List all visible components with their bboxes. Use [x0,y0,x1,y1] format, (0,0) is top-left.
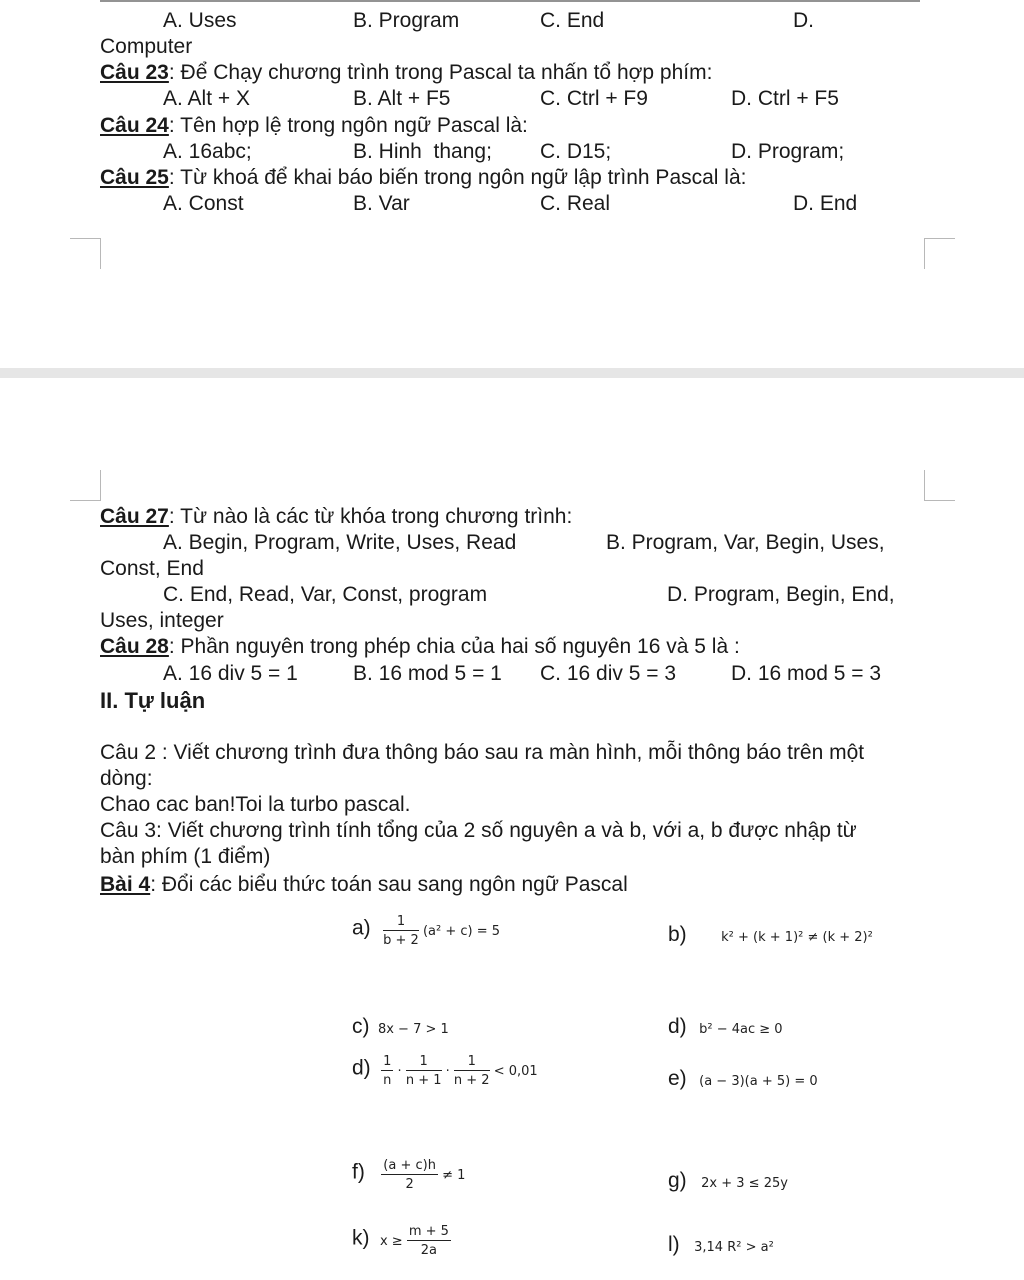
question-28 [100,634,740,660]
page-corner-mark [924,238,955,269]
expr-k [352,1224,451,1258]
prev-option-a: A. Uses [163,9,237,32]
expr-label: e) [668,1067,687,1090]
expr-label: f) [352,1160,365,1184]
prev-option-c: C. End [540,9,605,32]
expr-pre: x ≥ [379,1233,403,1249]
fraction: $\frac{(a + c)h}{2}$ [383,1158,436,1192]
q27-option-d-cont: Uses, integer [100,609,224,632]
section-heading: II. Tự luận [100,688,206,713]
cropped-previous-line [100,0,920,2]
question-label: Câu 28 [100,635,169,658]
expr-body: 3,14 R² > a² [694,1240,774,1255]
fraction: $\frac{1}{n + 1}$ [405,1054,442,1088]
q24-option-d: D. Program; [731,140,845,163]
q27-option-d: D. Program, Begin, End, [667,583,895,606]
expr-label: c) [352,1015,370,1038]
question-text: : Phần nguyên trong phép chia của hai số nguyên 16 và 5 là : [168,635,740,658]
question-25 [100,165,746,191]
expr-label: d) [352,1056,371,1080]
q24-option-c: C. D15; [540,140,612,163]
q25-option-c: C. Real [540,192,611,215]
expr-rest: < 0,01 [493,1063,538,1079]
expr-a [352,914,500,948]
question-23 [100,60,712,86]
bai4-heading [100,872,628,898]
question-label: Câu 23 [100,61,169,84]
bai4-label: Bài 4 [100,873,151,896]
expr-b [668,922,873,948]
q23-option-b: B. Alt + F5 [353,87,451,110]
q23-option-c: C. Ctrl + F9 [540,87,648,110]
expr-d2: d) $\frac{1}{n}$ · $\frac{1}{n + 1}$ · $\frac{1}{n + 2}$ < 0,01 [352,1054,538,1088]
q23-option-a: A. Alt + X [163,87,250,110]
question-24 [100,113,528,139]
cau2-line1: Câu 2 : Viết chương trình đưa thông báo sau ra màn hình, mỗi thông báo trên một [100,741,865,764]
page-corner-mark [70,470,101,501]
expr-label: k) [352,1226,370,1250]
expr-g [668,1168,788,1194]
expr-e [668,1066,818,1092]
fraction: $\frac{1}{n + 2}$ [453,1054,490,1088]
page-break [0,368,1024,378]
question-label: Câu 25 [100,166,169,189]
expr-body: b² − 4ac ≥ 0 [699,1022,783,1037]
q27-option-a: A. Begin, Program, Write, Uses, Read [163,531,517,554]
expr-body: 2x + 3 ≤ 25y [701,1176,788,1191]
question-27 [100,504,572,530]
expr-f [352,1158,465,1192]
fraction: $\frac{1}{b + 2}$ [383,914,419,948]
prev-option-d: D. [793,9,814,32]
q27-option-c: C. End, Read, Var, Const, program [163,583,488,606]
page-corner-mark [70,238,101,269]
q28-option-b: B. 16 mod 5 = 1 [353,662,502,685]
expr-l [668,1232,774,1258]
expr-body: k² + (k + 1)² ≠ (k + 2)² [721,930,873,945]
expr-rest: (a² + c) = 5 [422,923,501,939]
prev-option-d-cont: Computer [100,35,193,58]
question-text: : Từ khoá để khai báo biến trong ngôn ngữ lập trình Pascal là: [168,166,747,189]
question-label: Câu 27 [100,505,169,528]
q24-option-a: A. 16abc; [163,140,252,163]
question-text: : Từ nào là các từ khóa trong chương trình: [168,505,573,528]
q28-option-c: C. 16 div 5 = 3 [540,662,676,685]
question-label: Câu 24 [100,114,169,137]
expr-rest: ≠ 1 [442,1167,466,1183]
q27-option-b: B. Program, Var, Begin, Uses, [606,531,885,554]
q25-option-d: D. End [793,192,858,215]
q28-option-d: D. 16 mod 5 = 3 [731,662,882,685]
fraction: $\frac{m + 5}{2a}$ [408,1224,449,1258]
q27-option-b-cont: Const, End [100,557,204,580]
expr-label: l) [668,1233,680,1256]
expr-c [352,1014,449,1040]
expr-label: g) [668,1169,687,1192]
question-text: : Để Chạy chương trình trong Pascal ta nhấn tổ hợp phím: [168,61,713,84]
expr-body: (a − 3)(a + 5) = 0 [699,1074,818,1089]
cau2-line2: dòng: [100,767,153,790]
expr-body: 8x − 7 > 1 [377,1022,449,1037]
question-text: : Tên hợp lệ trong ngôn ngữ Pascal là: [168,114,528,137]
expr-label: d) [668,1015,687,1038]
q23-option-d: D. Ctrl + F5 [731,87,839,110]
cau3-line1: Câu 3: Viết chương trình tính tổng của 2 số nguyên a và b, với a, b được nhập từ [100,819,857,842]
cau2-message: Chao cac ban!Toi la turbo pascal. [100,793,411,816]
q25-option-b: B. Var [353,192,410,215]
prev-option-b: B. Program [353,9,460,32]
q25-option-a: A. Const [163,192,244,215]
expr-label: b) [668,923,687,946]
page-corner-mark [924,470,955,501]
expr-d1 [668,1014,783,1040]
fraction: $\frac{1}{n}$ [383,1054,392,1088]
q28-option-a: A. 16 div 5 = 1 [163,662,298,685]
bai4-text: : Đổi các biểu thức toán sau sang ngôn ngữ Pascal [150,873,628,896]
cau3-line2: bàn phím (1 điểm) [100,845,271,868]
expr-label: a) [352,916,371,940]
q24-option-b: B. Hinh thang; [353,140,492,163]
